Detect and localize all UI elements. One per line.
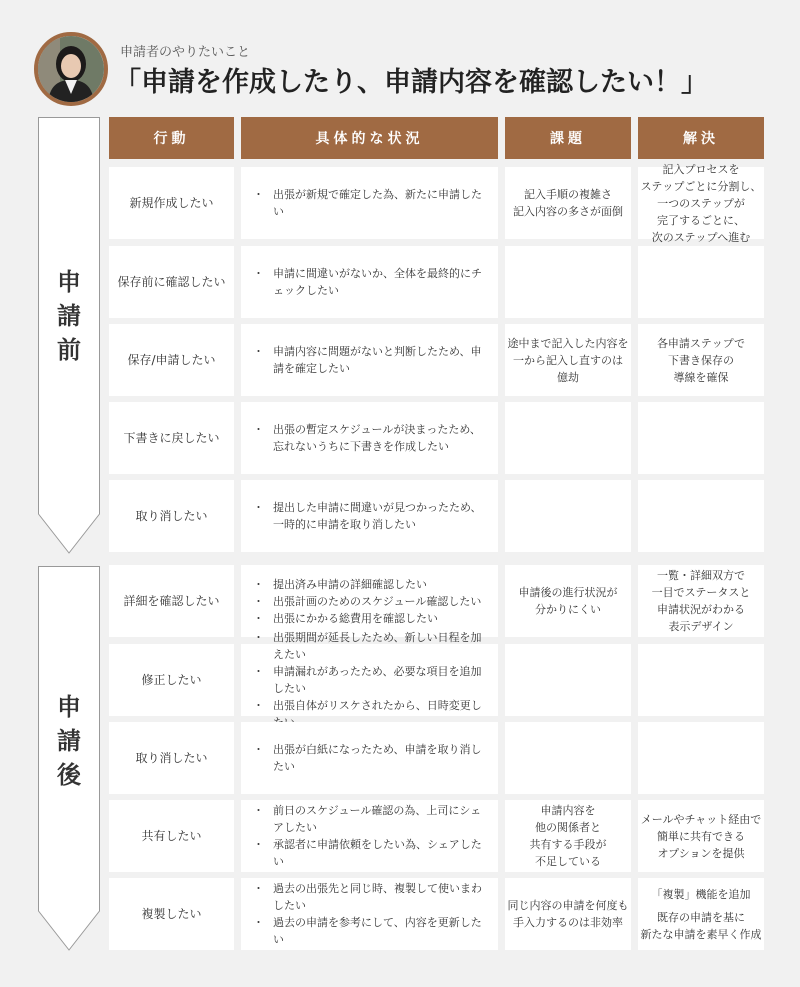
situation-list bbox=[251, 629, 488, 731]
solution-line: 表示デザイン bbox=[668, 620, 734, 633]
row-9-situation-cell bbox=[241, 878, 498, 950]
situation-item: ・ 提出した申請に間違いが見つかったため、一時的に申請を取り消したい bbox=[251, 499, 488, 533]
row-8-action-cell bbox=[109, 800, 234, 872]
row-9-issue-cell bbox=[505, 878, 631, 950]
row-7-situation-cell bbox=[241, 722, 498, 794]
situation-item: ・ 出張が新規で確定した為、新たに申請したい bbox=[251, 186, 488, 220]
column-header-action: 行動 bbox=[109, 117, 234, 159]
situation-item: ・ 出張の暫定スケジュールが決まったため、忘れないうちに下書きを作成したい bbox=[251, 421, 488, 455]
issue-line: 途中まで記入した内容を bbox=[507, 336, 629, 350]
row-6-situation-cell bbox=[241, 631, 498, 716]
row-4-issue-cell bbox=[505, 480, 631, 552]
situation-list bbox=[251, 343, 488, 377]
situation-list bbox=[251, 576, 481, 627]
situation-item: ・ 申請に間違いがないか、全体を最終的にチェックしたい bbox=[251, 265, 488, 299]
row-0-solution-cell bbox=[638, 162, 764, 244]
solution-text bbox=[641, 161, 762, 246]
issue-line: 同じ内容の申請を何度も bbox=[507, 899, 629, 912]
row-2-issue-cell bbox=[505, 324, 631, 396]
row-3-solution-cell bbox=[638, 402, 764, 474]
action-label: 新規作成したい bbox=[129, 195, 214, 210]
row-4-situation-cell bbox=[241, 480, 498, 552]
solution-line: ステップごとに分割し、 bbox=[640, 179, 762, 193]
situation-list bbox=[251, 880, 488, 948]
situation-item: ・ 出張計画のためのスケジュール確認したい bbox=[251, 593, 481, 610]
situation-item: ・ 申請内容に問題がないと判断したため、申請を確定したい bbox=[251, 343, 488, 377]
situation-list bbox=[251, 186, 488, 220]
row-1-solution-cell bbox=[638, 246, 764, 318]
issue-line: 億劫 bbox=[557, 370, 579, 384]
solution-line: 「複製」機能を追加 bbox=[651, 887, 751, 901]
row-8-issue-cell bbox=[505, 800, 631, 872]
row-5-solution-cell bbox=[638, 565, 764, 637]
row-9-solution-cell bbox=[638, 878, 764, 950]
issue-line: 不足している bbox=[535, 855, 601, 868]
issue-text bbox=[508, 335, 629, 386]
row-7-solution-cell bbox=[638, 722, 764, 794]
issue-line: 分かりにくい bbox=[535, 603, 601, 616]
situation-item: ・ 出張期間が延長したため、新しい日程を加えたい bbox=[251, 629, 488, 663]
row-0-action-cell bbox=[109, 167, 234, 239]
solution-line: 各申請ステップで bbox=[656, 336, 746, 350]
situation-list bbox=[251, 499, 488, 533]
issue-text bbox=[513, 186, 623, 220]
situation-list bbox=[251, 421, 488, 455]
issue-line: 記入内容の多さが面倒 bbox=[513, 205, 623, 218]
solution-text bbox=[641, 886, 762, 943]
solution-line: 一覧・詳細双方で bbox=[657, 569, 745, 582]
solution-line: 導線を確保 bbox=[673, 370, 729, 384]
issue-text bbox=[519, 584, 618, 618]
issue-line: 申請内容を bbox=[540, 804, 596, 817]
row-8-solution-cell bbox=[638, 800, 764, 872]
row-2-situation-cell bbox=[241, 324, 498, 396]
solution-text bbox=[641, 811, 761, 862]
situation-item: ・ 前日のスケジュール確認の為、上司にシェアしたい bbox=[251, 802, 488, 836]
phase-arrow-after bbox=[38, 566, 100, 951]
phase-label-after: 申 請 後 bbox=[57, 693, 81, 789]
avatar-icon bbox=[38, 36, 104, 102]
phase-label-before: 申 請 前 bbox=[57, 268, 81, 364]
solution-line: 簡単に共有できる bbox=[656, 829, 745, 843]
issue-line: 申請後の進行状況が bbox=[518, 586, 618, 599]
action-label: 取り消したい bbox=[135, 750, 208, 765]
column-header-issue: 課題 bbox=[505, 117, 631, 159]
page-title: 「申請を作成したり、申請内容を確認したい！」 bbox=[114, 67, 708, 98]
row-5-issue-cell bbox=[505, 565, 631, 637]
situation-item: ・ 出張が白紙になったため、申請を取り消したい bbox=[251, 741, 488, 775]
situation-item: ・ 提出済み申請の詳細確認したい bbox=[251, 576, 481, 593]
row-6-issue-cell bbox=[505, 644, 631, 716]
action-label: 取り消したい bbox=[135, 508, 208, 523]
avatar bbox=[34, 32, 108, 106]
action-label: 保存前に確認したい bbox=[117, 274, 226, 289]
column-header-solution: 解決 bbox=[638, 117, 764, 159]
row-8-situation-cell bbox=[241, 800, 498, 872]
row-2-solution-cell bbox=[638, 324, 764, 396]
row-3-issue-cell bbox=[505, 402, 631, 474]
situation-item: ・ 申請漏れがあったため、必要な項目を追加したい bbox=[251, 663, 488, 697]
solution-line: オプションを提供 bbox=[657, 846, 745, 860]
solution-line: 下書き保存の bbox=[668, 353, 734, 367]
solution-line: 完了するごとに、 bbox=[657, 213, 745, 227]
phase-arrow-before bbox=[38, 117, 100, 554]
row-7-issue-cell bbox=[505, 722, 631, 794]
issue-text bbox=[508, 897, 629, 931]
situation-list bbox=[251, 265, 488, 299]
solution-text bbox=[657, 335, 745, 386]
solution-line: 一目でステータスと bbox=[651, 586, 751, 599]
issue-line: 一から記入し直すのは bbox=[513, 353, 623, 367]
solution-line: 記入プロセスを bbox=[662, 162, 740, 176]
issue-line: 他の関係者と bbox=[535, 821, 601, 834]
row-7-action-cell bbox=[109, 722, 234, 794]
row-6-action-cell bbox=[109, 644, 234, 716]
action-label: 詳細を確認したい bbox=[123, 593, 220, 608]
row-1-issue-cell bbox=[505, 246, 631, 318]
solution-line: 一つのステップが bbox=[657, 196, 745, 210]
row-0-issue-cell bbox=[505, 167, 631, 239]
row-2-action-cell bbox=[109, 324, 234, 396]
issue-line: 共有する手段が bbox=[529, 838, 607, 851]
row-5-situation-cell bbox=[241, 565, 498, 637]
row-1-situation-cell bbox=[241, 246, 498, 318]
action-label: 共有したい bbox=[141, 828, 202, 843]
situation-item: ・ 出張にかかる総費用を確認したい bbox=[251, 610, 481, 627]
situation-item: ・ 出張自体がリスケされたから、日時変更し bbox=[251, 697, 488, 731]
situation-item: ・ 過去の申請を参考にして、内容を更新したい bbox=[251, 914, 488, 948]
row-4-solution-cell bbox=[638, 480, 764, 552]
action-label: 保存/申請したい bbox=[127, 352, 216, 367]
row-9-action-cell bbox=[109, 878, 234, 950]
solution-line: メールやチャット経由で bbox=[640, 812, 762, 826]
issue-line: 手入力するのは非効率 bbox=[513, 916, 623, 929]
row-6-solution-cell bbox=[638, 644, 764, 716]
row-3-situation-cell bbox=[241, 402, 498, 474]
row-3-action-cell bbox=[109, 402, 234, 474]
solution-line: 新たな申請を素早く作成 bbox=[640, 927, 762, 941]
column-header-situation: 具体的な状況 bbox=[241, 117, 498, 159]
action-label: 修正したい bbox=[141, 672, 202, 687]
situation-item: ・ 承認者に申請依頼をしたい為、シェアしたい bbox=[251, 836, 488, 870]
page-subtitle: 申請者のやりたいこと bbox=[120, 45, 251, 60]
row-5-action-cell bbox=[109, 565, 234, 637]
solution-line: 申請状況がわかる bbox=[657, 603, 745, 616]
row-1-action-cell bbox=[109, 246, 234, 318]
issue-line: 記入手順の複雑さ bbox=[524, 188, 612, 201]
issue-text bbox=[530, 802, 607, 870]
situation-item: ・ 過去の出張先と同じ時、複製して使いまわしたい bbox=[251, 880, 488, 914]
action-label: 複製したい bbox=[141, 906, 202, 921]
solution-line: 既存の申請を基に bbox=[657, 910, 745, 924]
situation-list bbox=[251, 741, 488, 775]
solution-text bbox=[652, 567, 751, 635]
solution-line: 次のステップへ進む bbox=[651, 230, 751, 244]
row-4-action-cell bbox=[109, 480, 234, 552]
row-0-situation-cell bbox=[241, 167, 498, 239]
situation-list bbox=[251, 802, 488, 870]
action-label: 下書きに戻したい bbox=[123, 430, 220, 445]
